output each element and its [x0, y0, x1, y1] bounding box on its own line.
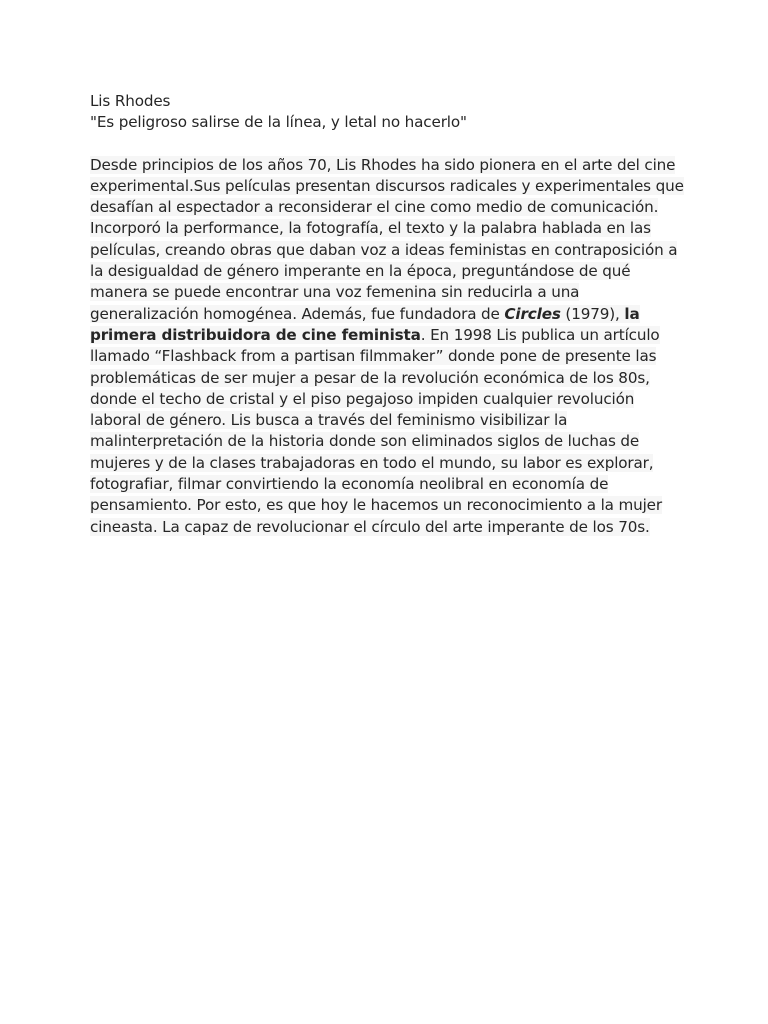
author-name: Lis Rhodes: [90, 92, 171, 110]
circles-year: (1979),: [560, 304, 625, 323]
quote: "Es peligroso salirse de la línea, y letal no hacerlo": [90, 113, 467, 132]
document-page: [90, 91, 690, 538]
body-paragraph: [90, 155, 690, 538]
circles-title: Circles: [504, 304, 561, 323]
heading-block: [90, 91, 690, 134]
bold-phrase: la primera distribuidora de cine feminista: [90, 304, 640, 344]
paragraph-text-part-1: Desde principios de los años 70, Lis Rhodes ha sido pionera en el arte del cine experimental.Sus películas presentan discursos radicales y experimentales que desafían al espectador a reconsiderar el cine como medio de comunicación. Incorporó la performance, la fotografía, el texto y la palabra hablada en las películas, creando obras que daban voz a ideas feministas en contraposición a la desigualdad de género imperante en la época, preguntándose de qué manera se puede encontrar una voz femenina sin reducirla a una generalización homogénea. Además, fue fundadora de: [90, 155, 684, 323]
paragraph-text-part-2: . En 1998 Lis publica un artículo llamado “Flashback from a partisan filmmaker” donde pone de presente las problemáticas de ser mujer a pesar de la revolución económica de los 80s, donde el techo de cristal y el piso pegajoso impiden cualquier revolución laboral de género. Lis busca a través del feminismo visibilizar la malinterpretación de la historia donde son eliminados siglos de luchas de mujeres y de la clases trabajadoras en todo el mundo, su labor es explorar, fotografiar, filmar convirtiendo la economía neolibral en economía de pensamiento. Por esto, es que hoy le hacemos un reconocimiento a la mujer cineasta. La capaz de revolucionar el círculo del arte imperante de los 70s.: [90, 325, 662, 536]
